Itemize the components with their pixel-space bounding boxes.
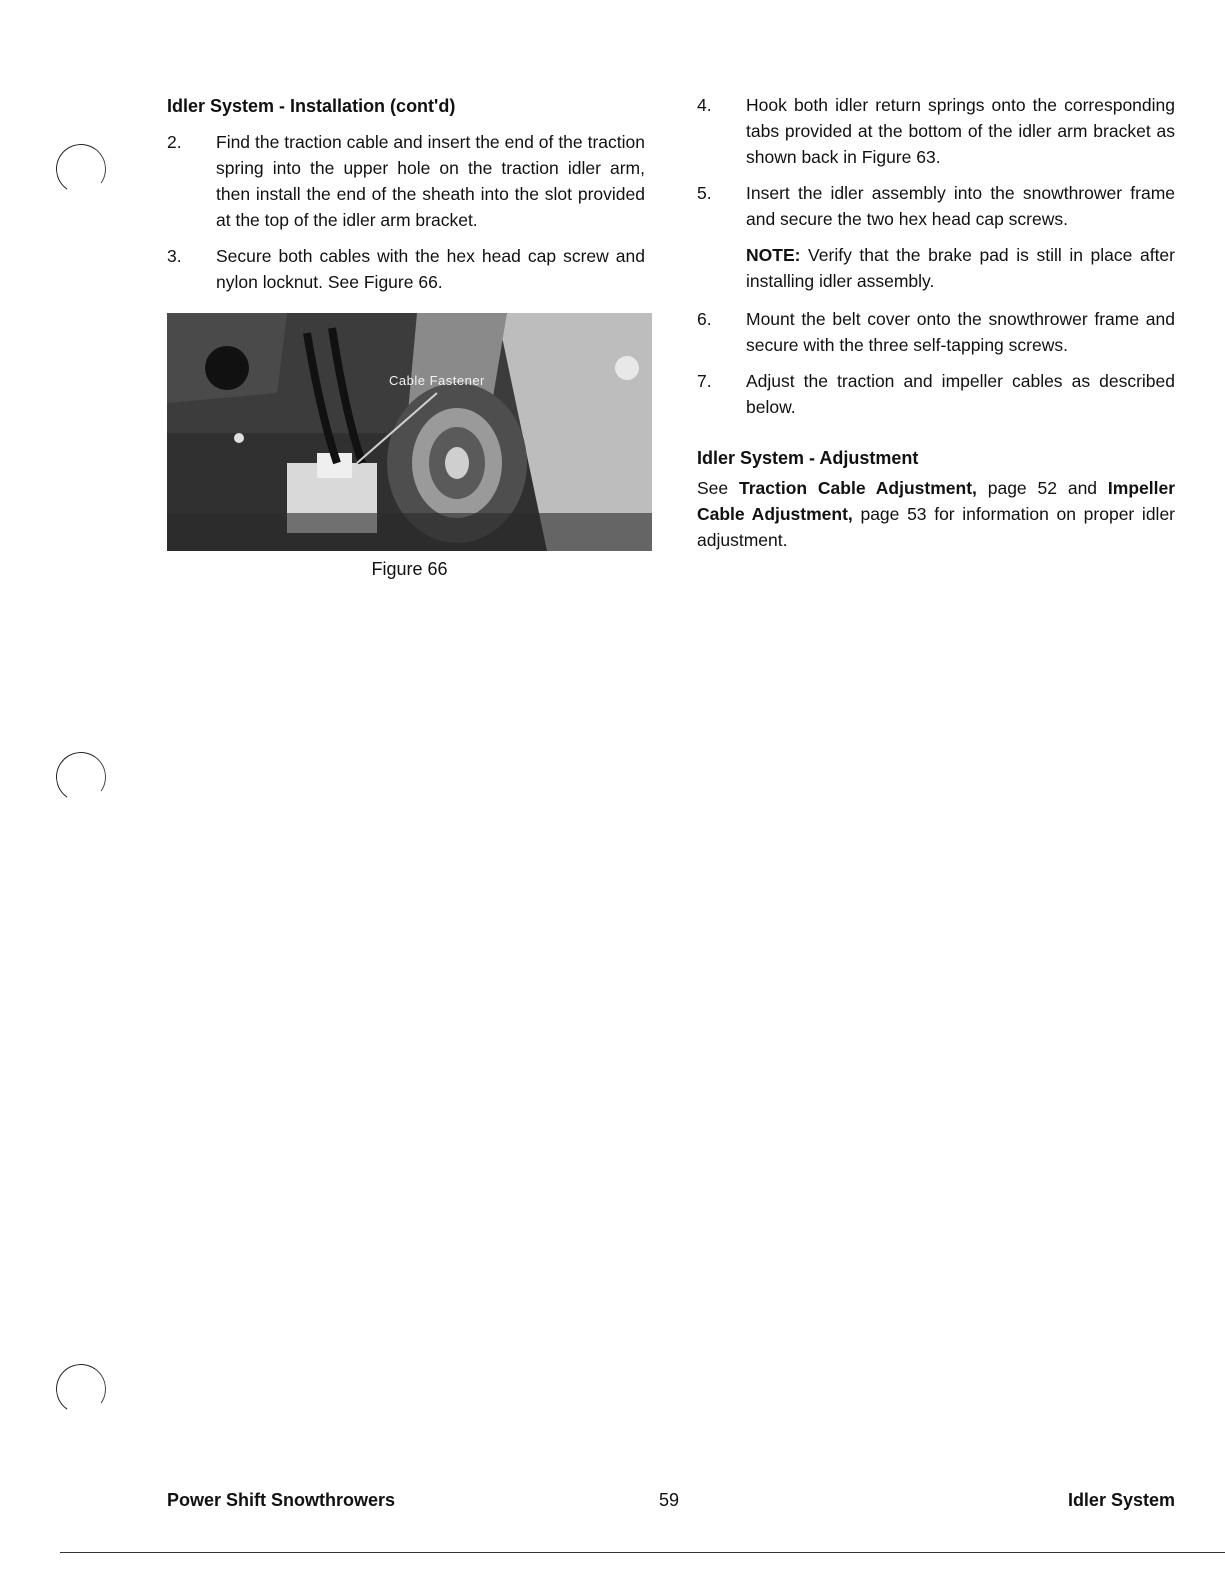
note-text: Verify that the brake pad is still in place after installing idler assembly.	[746, 245, 1175, 291]
note-label: NOTE:	[746, 245, 801, 265]
step-text: Insert the idler assembly into the snowthrower frame and secure the two hex head cap screws.	[746, 183, 1175, 229]
step-number: 2.	[167, 132, 182, 152]
impeller-cable-adjustment-ref: Impeller Cable Adjustment,	[697, 478, 1176, 524]
photo-illustration	[167, 313, 652, 551]
step-4	[697, 92, 1175, 170]
binder-hole-middle	[52, 748, 110, 806]
binder-hole-top	[52, 140, 110, 198]
step-text: Mount the belt cover onto the snowthrower frame and secure with the three self-tapping screws.	[746, 309, 1175, 355]
note	[697, 242, 1175, 294]
footer-section-title: Idler System	[1067, 1490, 1175, 1510]
step-number: 6.	[697, 309, 712, 329]
step-text: Hook both idler return springs onto the corresponding tabs provided at the bottom of the idler arm bracket as shown back in Figure 63.	[746, 95, 1175, 167]
para-text: page 52 and	[976, 478, 1108, 498]
step-number: 5.	[697, 183, 712, 203]
page-number: 59	[659, 1490, 680, 1510]
section-heading-installation: Idler System - Installation (cont'd)	[167, 96, 456, 116]
step-number: 7.	[697, 371, 712, 391]
left-column	[167, 96, 645, 580]
step-6	[697, 306, 1175, 358]
figure-66-photo	[167, 313, 652, 551]
step-3	[167, 243, 645, 295]
section-heading-adjustment: Idler System - Adjustment	[697, 448, 919, 468]
step-text: Adjust the traction and impeller cables as described below.	[746, 371, 1175, 417]
step-number: 4.	[697, 95, 712, 115]
figure-caption: Figure 66	[371, 559, 448, 579]
para-text: page 53 for information on proper idler adjustment.	[697, 504, 1175, 550]
step-text: Find the traction cable and insert the end of the traction spring into the upper hole on the traction idler arm, then install the end of the sheath into the slot provided at the top of the idler arm bracket.	[216, 132, 645, 230]
para-text: See	[697, 478, 739, 498]
binder-hole-bottom	[52, 1360, 110, 1418]
step-number: 3.	[167, 246, 182, 266]
footer-rule	[60, 1552, 1225, 1553]
page-footer	[167, 1490, 1175, 1520]
right-column	[697, 92, 1175, 553]
step-text: Secure both cables with the hex head cap screw and nylon locknut. See Figure 66.	[216, 246, 645, 292]
traction-cable-adjustment-ref: Traction Cable Adjustment,	[739, 478, 977, 498]
adjustment-paragraph	[697, 475, 1175, 553]
footer-manual-title: Power Shift Snowthrowers	[167, 1490, 396, 1510]
cable-fastener-callout: Cable Fastener	[389, 373, 485, 388]
step-7	[697, 368, 1175, 420]
step-5	[697, 180, 1175, 232]
step-2	[167, 129, 645, 233]
